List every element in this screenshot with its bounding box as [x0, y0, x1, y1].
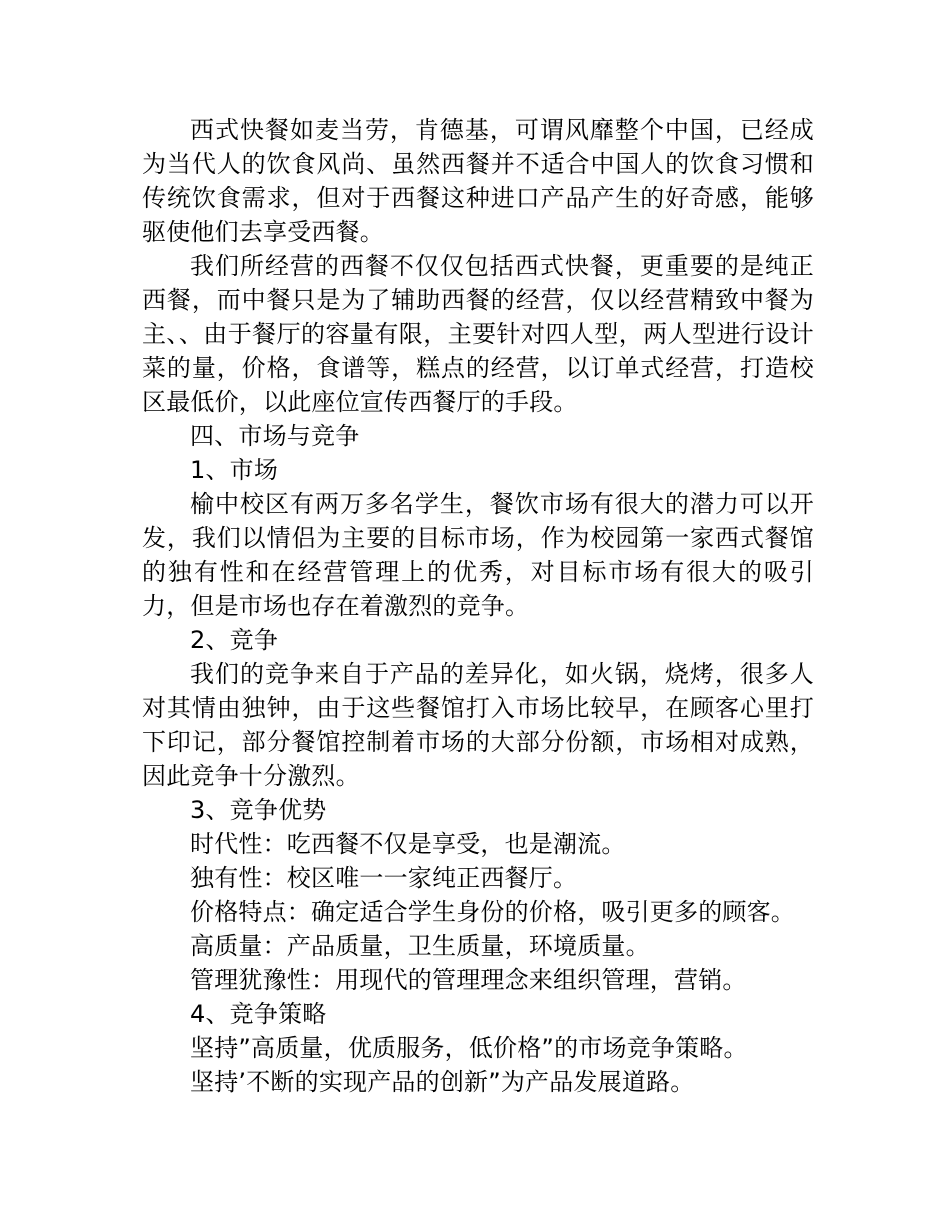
paragraph-intro-western-fast-food: 西式快餐如麦当劳，肯德基，可谓风靡整个中国，已经成为当代人的饮食风尚、虽然西餐并不适合中国人的饮食习惯和传统饮食需求，但对于西餐这种进口产品产生的好奇感，能够驱使他们去享受西餐。: [142, 116, 814, 246]
document-body: [142, 113, 814, 1099]
section-heading-market-competition: 四、市场与竞争: [190, 422, 360, 450]
advantage-item-uniqueness: 独有性：校区唯一一家纯正西餐厅。: [190, 864, 578, 892]
advantage-item-management: 管理犹豫性：用现代的管理理念来组织管理，营销。: [190, 966, 747, 994]
strategy-item-quality-service-price: 坚持”高质量，优质服务，低价格”的市场竞争策略。: [190, 1034, 748, 1062]
paragraph-market: 榆中校区有两万多名学生，餐饮市场有很大的潜力可以开发，我们以情侣为主要的目标市场，作为校园第一家西式餐馆的独有性和在经营管理上的优秀，对目标市场有很大的吸引力，但是市场也存在着激烈的竞争。: [142, 490, 814, 620]
paragraph-competition: 我们的竞争来自于产品的差异化，如火锅，烧烤，很多人对其情由独钟，由于这些餐馆打入市场比较早，在顾客心里打下印记，部分餐馆控制着市场的大部分份额，市场相对成熟，因此竞争十分激烈。: [142, 660, 814, 790]
advantage-item-price: 价格特点：确定适合学生身份的价格，吸引更多的顾客。: [190, 898, 795, 926]
paragraph-business-scope: 我们所经营的西餐不仅仅包括西式快餐，更重要的是纯正西餐，而中餐只是为了辅助西餐的经营，仅以经营精致中餐为主、、由于餐厅的容量有限，主要针对四人型，两人型进行设计菜的量，价格，食谱等，糕点的经营，以订单式经营，打造校区最低价，以此座位宣传西餐厅的手段。: [142, 252, 814, 416]
subheading-market: 1、市场: [190, 456, 279, 484]
advantage-item-quality: 高质量：产品质量，卫生质量，环境质量。: [190, 932, 650, 960]
subheading-competitive-advantages: 3、竞争优势: [190, 796, 327, 824]
advantage-item-timeliness: 时代性：吃西餐不仅是享受，也是潮流。: [190, 830, 626, 858]
subheading-competition: 2、竞争: [190, 626, 279, 654]
subheading-competitive-strategy: 4、竞争策略: [190, 1000, 327, 1028]
strategy-item-innovation: 坚持’不断的实现产品的创新”为产品发展道路。: [190, 1068, 695, 1096]
